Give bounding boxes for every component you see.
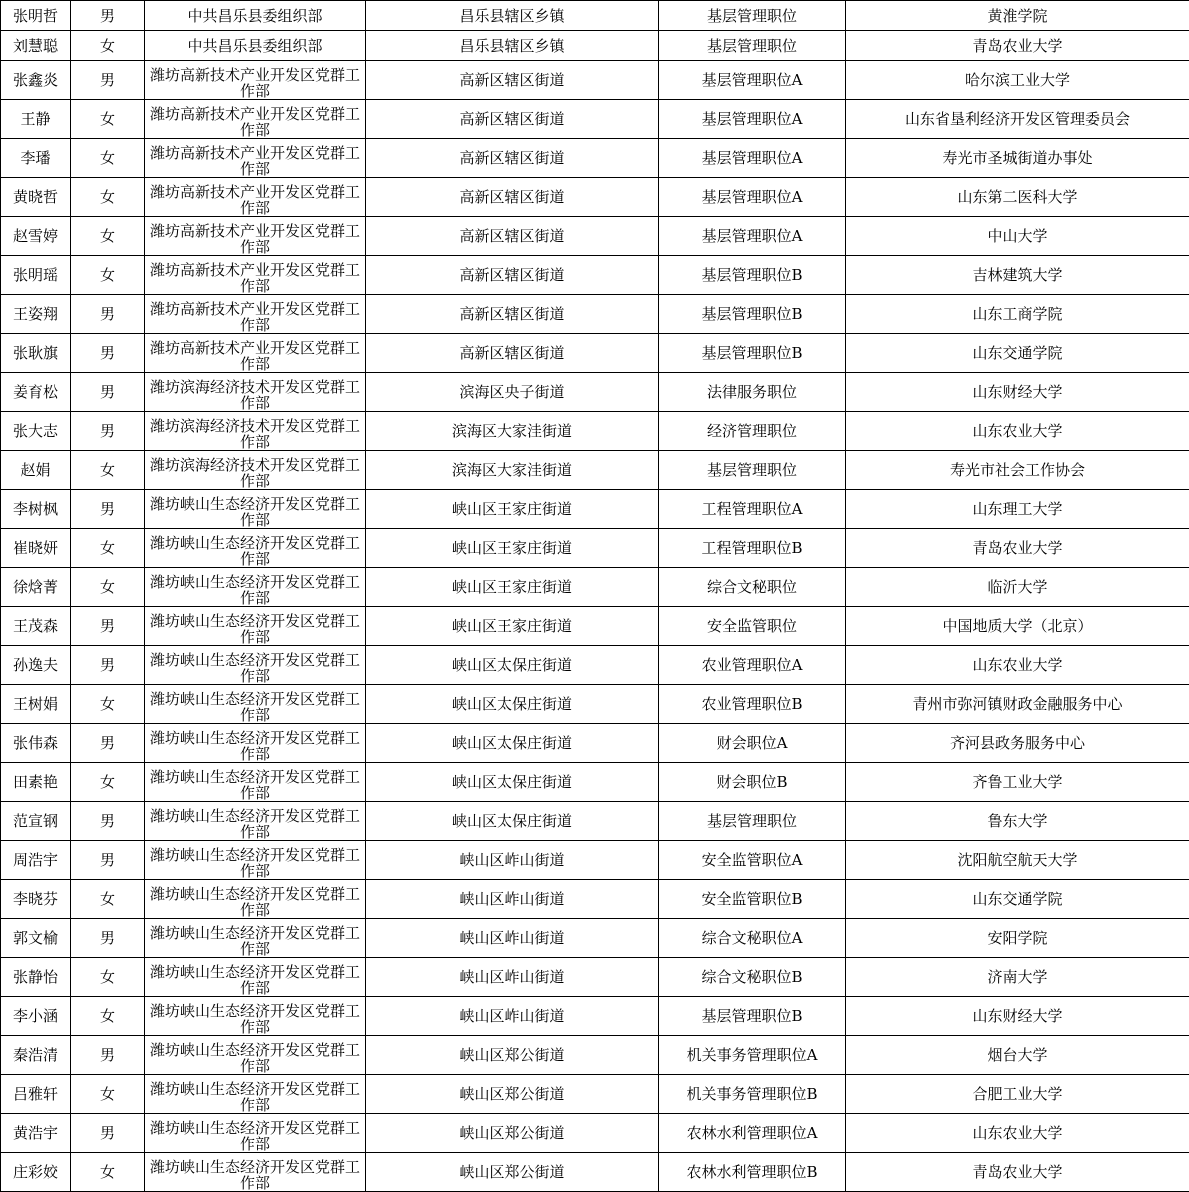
school-cell: 中国地质大学（北京） (846, 607, 1189, 646)
location-cell: 峡山区太保庄街道 (366, 763, 659, 802)
school-cell: 济南大学 (846, 958, 1189, 997)
location-cell: 峡山区太保庄街道 (366, 646, 659, 685)
unit-cell: 潍坊高新技术产业开发区党群工作部 (145, 61, 366, 100)
name-cell: 徐焓菁 (1, 568, 71, 607)
school-cell: 青岛农业大学 (846, 1153, 1189, 1192)
position-cell: 农业管理职位B (659, 685, 846, 724)
position-cell: 基层管理职位 (659, 31, 846, 61)
location-cell: 峡山区郑公街道 (366, 1114, 659, 1153)
name-cell: 张伟森 (1, 724, 71, 763)
position-cell: 基层管理职位 (659, 802, 846, 841)
unit-cell: 潍坊峡山生态经济开发区党群工作部 (145, 919, 366, 958)
location-cell: 滨海区大家洼街道 (366, 412, 659, 451)
unit-cell: 中共昌乐县委组织部 (145, 31, 366, 61)
gender-cell: 女 (71, 178, 145, 217)
location-cell: 峡山区岞山街道 (366, 919, 659, 958)
school-cell: 山东农业大学 (846, 1114, 1189, 1153)
location-cell: 峡山区太保庄街道 (366, 724, 659, 763)
position-cell: 法律服务职位 (659, 373, 846, 412)
gender-cell: 男 (71, 373, 145, 412)
unit-cell: 潍坊峡山生态经济开发区党群工作部 (145, 997, 366, 1036)
table-row (1, 1036, 1189, 1075)
gender-cell: 女 (71, 958, 145, 997)
school-cell: 安阳学院 (846, 919, 1189, 958)
gender-cell: 男 (71, 646, 145, 685)
name-cell: 郭文榆 (1, 919, 71, 958)
name-cell: 赵雪婷 (1, 217, 71, 256)
position-cell: 基层管理职位 (659, 1, 846, 31)
name-cell: 吕雅轩 (1, 1075, 71, 1114)
school-cell: 山东农业大学 (846, 412, 1189, 451)
name-cell: 王静 (1, 100, 71, 139)
unit-cell: 潍坊峡山生态经济开发区党群工作部 (145, 841, 366, 880)
name-cell: 李树枫 (1, 490, 71, 529)
table-row (1, 802, 1189, 841)
unit-cell: 潍坊高新技术产业开发区党群工作部 (145, 139, 366, 178)
gender-cell: 男 (71, 334, 145, 373)
unit-cell: 潍坊峡山生态经济开发区党群工作部 (145, 685, 366, 724)
location-cell: 滨海区大家洼街道 (366, 451, 659, 490)
gender-cell: 女 (71, 763, 145, 802)
gender-cell: 男 (71, 919, 145, 958)
school-cell: 山东农业大学 (846, 646, 1189, 685)
gender-cell: 女 (71, 568, 145, 607)
unit-cell: 潍坊峡山生态经济开发区党群工作部 (145, 1114, 366, 1153)
gender-cell: 女 (71, 139, 145, 178)
name-cell: 孙逸夫 (1, 646, 71, 685)
location-cell: 峡山区岞山街道 (366, 997, 659, 1036)
name-cell: 张耿旗 (1, 334, 71, 373)
table-row (1, 958, 1189, 997)
location-cell: 高新区辖区街道 (366, 295, 659, 334)
gender-cell: 女 (71, 1075, 145, 1114)
position-cell: 安全监管职位A (659, 841, 846, 880)
location-cell: 高新区辖区街道 (366, 256, 659, 295)
location-cell: 峡山区郑公街道 (366, 1153, 659, 1192)
gender-cell: 男 (71, 490, 145, 529)
school-cell: 山东省垦利经济开发区管理委员会 (846, 100, 1189, 139)
name-cell: 李小涵 (1, 997, 71, 1036)
unit-cell: 潍坊高新技术产业开发区党群工作部 (145, 256, 366, 295)
unit-cell: 潍坊峡山生态经济开发区党群工作部 (145, 607, 366, 646)
school-cell: 鲁东大学 (846, 802, 1189, 841)
gender-cell: 男 (71, 607, 145, 646)
position-cell: 综合文秘职位 (659, 568, 846, 607)
gender-cell: 男 (71, 295, 145, 334)
table-row (1, 139, 1189, 178)
position-cell: 机关事务管理职位B (659, 1075, 846, 1114)
name-cell: 黄浩宇 (1, 1114, 71, 1153)
table-row (1, 646, 1189, 685)
table-row (1, 412, 1189, 451)
name-cell: 张鑫炎 (1, 61, 71, 100)
location-cell: 高新区辖区街道 (366, 178, 659, 217)
name-cell: 张明瑶 (1, 256, 71, 295)
location-cell: 峡山区王家庄街道 (366, 529, 659, 568)
table-row (1, 256, 1189, 295)
unit-cell: 中共昌乐县委组织部 (145, 1, 366, 31)
gender-cell: 男 (71, 802, 145, 841)
name-cell: 周浩宇 (1, 841, 71, 880)
gender-cell: 女 (71, 451, 145, 490)
table-row (1, 724, 1189, 763)
table-row (1, 178, 1189, 217)
location-cell: 滨海区央子街道 (366, 373, 659, 412)
school-cell: 沈阳航空航天大学 (846, 841, 1189, 880)
location-cell: 峡山区王家庄街道 (366, 607, 659, 646)
school-cell: 山东交通学院 (846, 880, 1189, 919)
table-row (1, 490, 1189, 529)
unit-cell: 潍坊高新技术产业开发区党群工作部 (145, 295, 366, 334)
table-row (1, 1, 1189, 31)
table-row (1, 997, 1189, 1036)
school-cell: 寿光市圣城街道办事处 (846, 139, 1189, 178)
position-cell: 基层管理职位B (659, 256, 846, 295)
unit-cell: 潍坊峡山生态经济开发区党群工作部 (145, 1075, 366, 1114)
name-cell: 李晓芬 (1, 880, 71, 919)
school-cell: 山东第二医科大学 (846, 178, 1189, 217)
unit-cell: 潍坊峡山生态经济开发区党群工作部 (145, 724, 366, 763)
table-body (1, 1, 1189, 1192)
table-row (1, 217, 1189, 256)
location-cell: 峡山区岞山街道 (366, 958, 659, 997)
gender-cell: 男 (71, 1036, 145, 1075)
location-cell: 峡山区太保庄街道 (366, 685, 659, 724)
position-cell: 农业管理职位A (659, 646, 846, 685)
school-cell: 烟台大学 (846, 1036, 1189, 1075)
table-row (1, 880, 1189, 919)
table-row (1, 31, 1189, 61)
school-cell: 寿光市社会工作协会 (846, 451, 1189, 490)
gender-cell: 男 (71, 61, 145, 100)
table-row (1, 568, 1189, 607)
school-cell: 青岛农业大学 (846, 529, 1189, 568)
table-row (1, 841, 1189, 880)
location-cell: 昌乐县辖区乡镇 (366, 31, 659, 61)
gender-cell: 男 (71, 1114, 145, 1153)
location-cell: 峡山区岞山街道 (366, 880, 659, 919)
name-cell: 刘慧聪 (1, 31, 71, 61)
position-cell: 基层管理职位A (659, 61, 846, 100)
gender-cell: 男 (71, 412, 145, 451)
table-row (1, 529, 1189, 568)
position-cell: 基层管理职位A (659, 217, 846, 256)
unit-cell: 潍坊峡山生态经济开发区党群工作部 (145, 802, 366, 841)
name-cell: 崔晓妍 (1, 529, 71, 568)
table-row (1, 607, 1189, 646)
position-cell: 财会职位B (659, 763, 846, 802)
position-cell: 综合文秘职位B (659, 958, 846, 997)
unit-cell: 潍坊滨海经济技术开发区党群工作部 (145, 451, 366, 490)
name-cell: 姜育松 (1, 373, 71, 412)
name-cell: 李璠 (1, 139, 71, 178)
location-cell: 峡山区郑公街道 (366, 1075, 659, 1114)
unit-cell: 潍坊滨海经济技术开发区党群工作部 (145, 373, 366, 412)
position-cell: 基层管理职位B (659, 295, 846, 334)
name-cell: 王茂森 (1, 607, 71, 646)
location-cell: 高新区辖区街道 (366, 139, 659, 178)
location-cell: 峡山区王家庄街道 (366, 490, 659, 529)
position-cell: 工程管理职位B (659, 529, 846, 568)
table-row (1, 451, 1189, 490)
school-cell: 哈尔滨工业大学 (846, 61, 1189, 100)
location-cell: 峡山区岞山街道 (366, 841, 659, 880)
name-cell: 赵娟 (1, 451, 71, 490)
location-cell: 峡山区郑公街道 (366, 1036, 659, 1075)
unit-cell: 潍坊高新技术产业开发区党群工作部 (145, 178, 366, 217)
position-cell: 经济管理职位 (659, 412, 846, 451)
gender-cell: 女 (71, 256, 145, 295)
school-cell: 齐鲁工业大学 (846, 763, 1189, 802)
unit-cell: 潍坊峡山生态经济开发区党群工作部 (145, 958, 366, 997)
school-cell: 齐河县政务服务中心 (846, 724, 1189, 763)
school-cell: 中山大学 (846, 217, 1189, 256)
location-cell: 高新区辖区街道 (366, 61, 659, 100)
position-cell: 农林水利管理职位B (659, 1153, 846, 1192)
school-cell: 山东财经大学 (846, 373, 1189, 412)
position-cell: 安全监管职位 (659, 607, 846, 646)
name-cell: 庄彩姣 (1, 1153, 71, 1192)
gender-cell: 女 (71, 100, 145, 139)
location-cell: 峡山区王家庄街道 (366, 568, 659, 607)
name-cell: 张明哲 (1, 1, 71, 31)
position-cell: 基层管理职位A (659, 139, 846, 178)
location-cell: 高新区辖区街道 (366, 217, 659, 256)
gender-cell: 男 (71, 841, 145, 880)
unit-cell: 潍坊峡山生态经济开发区党群工作部 (145, 880, 366, 919)
position-cell: 基层管理职位A (659, 178, 846, 217)
school-cell: 山东交通学院 (846, 334, 1189, 373)
gender-cell: 女 (71, 31, 145, 61)
table-row (1, 100, 1189, 139)
gender-cell: 女 (71, 217, 145, 256)
table-row (1, 61, 1189, 100)
table-row (1, 919, 1189, 958)
unit-cell: 潍坊高新技术产业开发区党群工作部 (145, 334, 366, 373)
location-cell: 峡山区太保庄街道 (366, 802, 659, 841)
name-cell: 黄晓哲 (1, 178, 71, 217)
school-cell: 青岛农业大学 (846, 31, 1189, 61)
table-row (1, 1075, 1189, 1114)
name-cell: 秦浩清 (1, 1036, 71, 1075)
name-cell: 范宣钢 (1, 802, 71, 841)
unit-cell: 潍坊峡山生态经济开发区党群工作部 (145, 568, 366, 607)
unit-cell: 潍坊峡山生态经济开发区党群工作部 (145, 1153, 366, 1192)
table-row (1, 763, 1189, 802)
name-cell: 张大志 (1, 412, 71, 451)
position-cell: 财会职位A (659, 724, 846, 763)
name-cell: 张静怡 (1, 958, 71, 997)
unit-cell: 潍坊高新技术产业开发区党群工作部 (145, 100, 366, 139)
school-cell: 青州市弥河镇财政金融服务中心 (846, 685, 1189, 724)
table-row (1, 1114, 1189, 1153)
table-row (1, 334, 1189, 373)
school-cell: 临沂大学 (846, 568, 1189, 607)
position-cell: 农林水利管理职位A (659, 1114, 846, 1153)
gender-cell: 女 (71, 1153, 145, 1192)
school-cell: 吉林建筑大学 (846, 256, 1189, 295)
position-cell: 工程管理职位A (659, 490, 846, 529)
position-cell: 基层管理职位A (659, 100, 846, 139)
gender-cell: 男 (71, 724, 145, 763)
school-cell: 山东理工大学 (846, 490, 1189, 529)
position-cell: 安全监管职位B (659, 880, 846, 919)
gender-cell: 女 (71, 685, 145, 724)
school-cell: 山东财经大学 (846, 997, 1189, 1036)
table-row (1, 295, 1189, 334)
table-row (1, 373, 1189, 412)
unit-cell: 潍坊峡山生态经济开发区党群工作部 (145, 763, 366, 802)
name-cell: 田素艳 (1, 763, 71, 802)
position-cell: 基层管理职位B (659, 997, 846, 1036)
unit-cell: 潍坊峡山生态经济开发区党群工作部 (145, 1036, 366, 1075)
school-cell: 黄淮学院 (846, 1, 1189, 31)
position-cell: 基层管理职位B (659, 334, 846, 373)
school-cell: 山东工商学院 (846, 295, 1189, 334)
name-cell: 王姿翔 (1, 295, 71, 334)
position-cell: 机关事务管理职位A (659, 1036, 846, 1075)
position-cell: 综合文秘职位A (659, 919, 846, 958)
table-row (1, 1153, 1189, 1192)
gender-cell: 女 (71, 529, 145, 568)
gender-cell: 女 (71, 997, 145, 1036)
location-cell: 高新区辖区街道 (366, 334, 659, 373)
location-cell: 高新区辖区街道 (366, 100, 659, 139)
location-cell: 昌乐县辖区乡镇 (366, 1, 659, 31)
name-cell: 王树娟 (1, 685, 71, 724)
gender-cell: 女 (71, 880, 145, 919)
position-cell: 基层管理职位 (659, 451, 846, 490)
school-cell: 合肥工业大学 (846, 1075, 1189, 1114)
table-row (1, 685, 1189, 724)
unit-cell: 潍坊峡山生态经济开发区党群工作部 (145, 490, 366, 529)
unit-cell: 潍坊峡山生态经济开发区党群工作部 (145, 646, 366, 685)
unit-cell: 潍坊峡山生态经济开发区党群工作部 (145, 529, 366, 568)
gender-cell: 男 (71, 1, 145, 31)
unit-cell: 潍坊高新技术产业开发区党群工作部 (145, 217, 366, 256)
unit-cell: 潍坊滨海经济技术开发区党群工作部 (145, 412, 366, 451)
